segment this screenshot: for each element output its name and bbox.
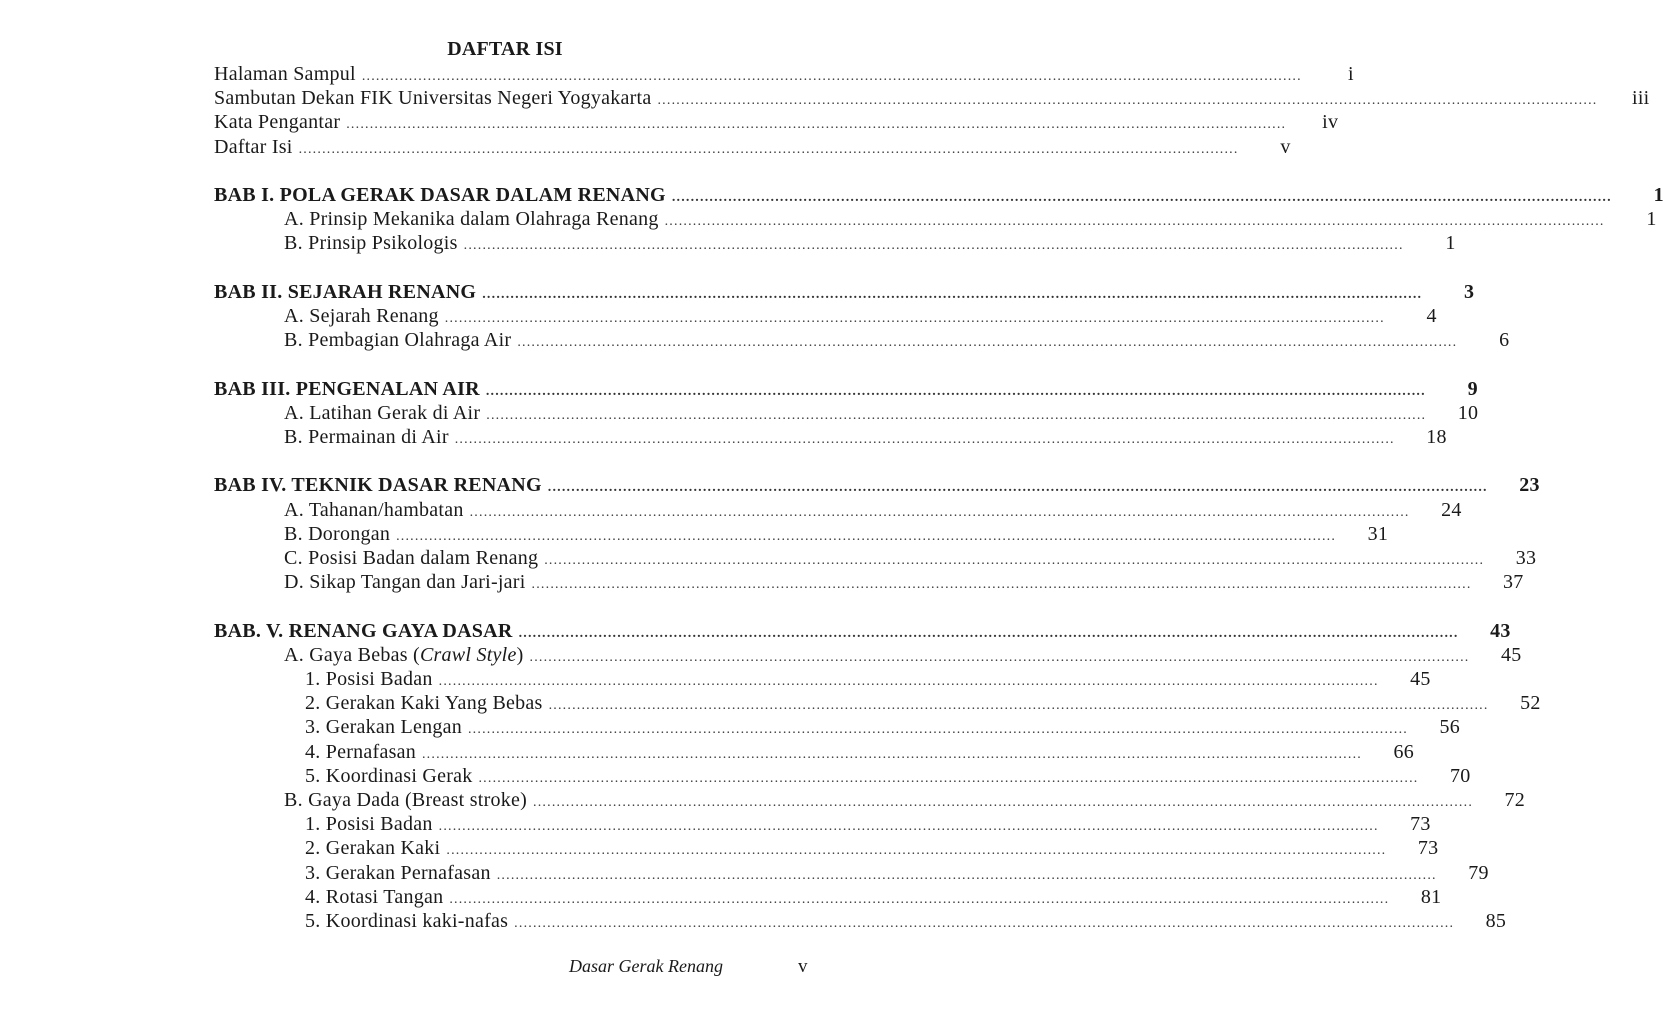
toc-entry	[305, 861, 1489, 886]
dot-leader: ........................................................................................................................................................................................................	[438, 674, 1379, 689]
dot-leader: ........................................................................................................................................................................................................	[485, 383, 1426, 399]
toc-chapter-entry	[214, 184, 1664, 208]
entry-text: 1. Posisi Badan	[305, 668, 433, 690]
toc-page-number: 31	[1367, 522, 1389, 545]
dot-leader: ........................................................................................................................................................................................................	[548, 698, 1489, 714]
toc-entry-label	[284, 402, 480, 425]
toc-entry	[214, 135, 1291, 160]
toc-page-number: 73	[1417, 837, 1439, 860]
dot-leader: ........................................................................................................................................................................................................	[486, 407, 1427, 423]
dot-leader: ........................................................................................................................................................................................................	[482, 286, 1423, 302]
dot-leader: ........................................................................................................................................................................................................	[361, 69, 1302, 84]
toc-entry-label	[284, 789, 527, 812]
toc-page-number: 1	[1646, 208, 1657, 231]
toc-entry-label	[284, 426, 449, 449]
dot-leader: ........................................................................................................................................................................................................	[478, 770, 1419, 786]
toc-page-number: 52	[1520, 692, 1541, 715]
dot-leader: ........................................................................................................................................................................................................	[454, 432, 1395, 447]
toc-entry-label	[305, 692, 543, 715]
dot-leader: ........................................................................................................................................................................................................	[438, 819, 1379, 835]
page-title: DAFTAR ISI	[447, 38, 563, 60]
toc-entry-label	[305, 837, 440, 860]
toc-page-number: 3	[1463, 280, 1475, 303]
dot-leader: ........................................................................................................................................................................................................	[517, 335, 1458, 351]
toc-page-number: 23	[1519, 474, 1540, 497]
dot-leader: ........................................................................................................................................................................................................	[514, 916, 1455, 931]
toc-page-number: 70	[1449, 764, 1471, 787]
entry-text: A. Prinsip Mekanika dalam Olahraga Renang	[284, 208, 659, 231]
toc-entry-label	[214, 87, 651, 110]
entry-text: BAB IV. TEKNIK DASAR RENANG	[214, 474, 542, 497]
entry-text: D. Sikap Tangan dan Jari-jari	[284, 571, 526, 594]
toc-entry	[284, 571, 1524, 595]
footer-page-number: v	[798, 956, 808, 977]
entry-text: 4. Pernafasan	[305, 740, 416, 763]
toc-entry	[284, 401, 1479, 426]
toc-entry	[284, 426, 1447, 450]
entry-text: C. Posisi Badan dalam Renang	[284, 547, 539, 569]
entry-text: Daftar Isi	[214, 135, 293, 158]
toc-page-number: 10	[1457, 401, 1479, 424]
dot-leader: ........................................................................................................................................................................................................	[533, 795, 1474, 810]
toc-page-number: 1	[1445, 232, 1456, 255]
dot-leader: ........................................................................................................................................................................................................	[469, 504, 1410, 520]
toc-entry-label	[284, 232, 458, 255]
entry-text: A. Sejarah Renang	[284, 305, 439, 327]
dot-leader: ........................................................................................................................................................................................................	[449, 891, 1390, 907]
toc-entry	[305, 692, 1541, 716]
dot-leader: ........................................................................................................................................................................................................	[671, 190, 1612, 205]
toc-entry	[284, 305, 1437, 329]
toc-page-number: 37	[1503, 571, 1524, 594]
toc-entry	[284, 522, 1389, 547]
toc-entry-label	[284, 571, 526, 594]
entry-text: 4. Rotasi Tangan	[305, 885, 444, 908]
toc-page-number: 73	[1410, 813, 1431, 836]
toc-page-number: 45	[1410, 668, 1431, 690]
dot-leader: ........................................................................................................................................................................................................	[396, 528, 1337, 544]
toc-entry	[214, 111, 1339, 135]
toc-entry	[305, 716, 1460, 740]
toc-page-number: 4	[1426, 305, 1437, 327]
toc-entry	[214, 63, 1354, 87]
dot-leader: ........................................................................................................................................................................................................	[531, 577, 1472, 593]
dot-leader: ........................................................................................................................................................................................................	[421, 746, 1362, 762]
dot-leader: ........................................................................................................................................................................................................	[547, 480, 1488, 496]
dot-leader: ........................................................................................................................................................................................................	[467, 722, 1408, 738]
toc-page-number: 1	[1653, 184, 1664, 206]
toc-entry	[305, 740, 1414, 765]
entry-text: 3. Gerakan Lengan	[305, 716, 462, 739]
toc-page-number: v	[1280, 135, 1291, 158]
toc-entry-label	[284, 644, 524, 667]
entry-text: B. Prinsip Psikologis	[284, 232, 458, 255]
dot-leader: ........................................................................................................................................................................................................	[529, 649, 1470, 665]
toc-entry-label	[284, 329, 511, 352]
toc-page-number: 45	[1501, 643, 1522, 666]
toc-entry	[305, 910, 1507, 934]
dot-leader: ........................................................................................................................................................................................................	[544, 553, 1485, 568]
toc-page-number: 85	[1485, 910, 1507, 932]
toc-entry	[305, 764, 1471, 789]
entry-text: 1. Posisi Badan	[305, 813, 433, 836]
toc-entry	[284, 498, 1462, 523]
toc-entry	[284, 208, 1657, 232]
entry-text: 5. Koordinasi kaki-nafas	[305, 910, 509, 932]
dot-leader: ........................................................................................................................................................................................................	[496, 867, 1437, 883]
dot-leader: ........................................................................................................................................................................................................	[518, 625, 1459, 641]
dot-leader: ........................................................................................................................................................................................................	[298, 141, 1239, 157]
toc-page-number: 81	[1420, 885, 1442, 908]
toc-entry-label	[305, 765, 472, 788]
entry-text: Sambutan Dekan FIK Universitas Negeri Yogyakarta	[214, 87, 652, 110]
toc-entry	[284, 329, 1510, 353]
toc-entry-label	[305, 910, 508, 933]
entry-text: 5. Koordinasi Gerak	[305, 764, 473, 787]
toc-entry-label	[214, 474, 542, 497]
entry-text: A. Gaya Bebas (	[284, 643, 420, 666]
toc-entry-label	[284, 305, 439, 328]
entry-text: B. Permainan di Air	[284, 426, 449, 448]
toc-entry-label	[214, 136, 293, 159]
toc-entry	[284, 643, 1522, 668]
toc-entry	[284, 547, 1537, 571]
toc-page-number: 18	[1426, 426, 1447, 448]
toc-entry	[284, 789, 1526, 813]
toc-page-number: 66	[1393, 740, 1414, 763]
entry-text: BAB II. SEJARAH RENANG	[214, 280, 477, 303]
toc-entry-label	[214, 184, 666, 207]
toc-entry-label	[305, 862, 491, 885]
toc-page-number: i	[1348, 63, 1354, 85]
dot-leader: ........................................................................................................................................................................................................	[444, 311, 1385, 326]
toc-page-number: 33	[1515, 547, 1537, 569]
toc-entry	[214, 87, 1650, 111]
entry-text: BAB I. POLA GERAK DASAR DALAM RENANG	[214, 184, 666, 206]
toc-entry-label	[284, 523, 390, 546]
toc-entry	[305, 885, 1442, 910]
toc-page-number: 72	[1504, 789, 1526, 811]
entry-text: BAB III. PENGENALAN AIR	[214, 377, 480, 400]
toc-entry	[305, 837, 1439, 861]
toc-entry-label	[214, 63, 356, 86]
entry-text: B. Gaya Dada (Breast stroke)	[284, 789, 528, 811]
entry-text: 3. Gerakan Pernafasan	[305, 861, 491, 884]
toc-entry-label	[305, 813, 433, 836]
entry-text: Kata Pengantar	[214, 111, 341, 134]
entry-text: Halaman Sampul	[214, 63, 356, 85]
entry-text: 2. Gerakan Kaki Yang Bebas	[305, 692, 543, 715]
toc-chapter-entry	[214, 474, 1540, 498]
toc-entry-label	[305, 716, 462, 739]
toc-chapter-entry	[214, 619, 1511, 644]
toc-entry-label	[305, 668, 433, 691]
entry-text: BAB. V. RENANG GAYA DASAR	[214, 619, 513, 642]
toc-page-number: 9	[1467, 377, 1478, 400]
entry-text: A. Tahanan/hambatan	[284, 498, 464, 521]
toc-entry	[305, 668, 1431, 692]
toc-entry-label	[284, 547, 538, 570]
dot-leader: ........................................................................................................................................................................................................	[463, 238, 1404, 254]
entry-text: 2. Gerakan Kaki	[305, 837, 441, 860]
toc-entry-label	[214, 620, 513, 643]
toc-page-number: iii	[1632, 87, 1650, 110]
entry-text: B. Pembagian Olahraga Air	[284, 329, 512, 352]
toc-page-number: 6	[1499, 329, 1510, 352]
toc-entry-label	[284, 208, 659, 231]
dot-leader: ........................................................................................................................................................................................................	[346, 117, 1287, 133]
toc-entry-label	[305, 741, 416, 764]
toc-chapter-entry	[214, 377, 1478, 402]
toc-entry-label	[214, 111, 340, 134]
running-footer-title: Dasar Gerak Renang	[569, 956, 723, 976]
toc-page-number: 79	[1468, 861, 1489, 884]
toc-page-number: 43	[1490, 619, 1511, 642]
dot-leader: ........................................................................................................................................................................................................	[446, 843, 1387, 859]
toc-entry-label	[284, 499, 464, 522]
toc-entry-label	[214, 281, 476, 304]
toc-page-number: iv	[1322, 111, 1339, 134]
toc-page-number: 56	[1439, 716, 1460, 739]
dot-leader: ........................................................................................................................................................................................................	[657, 93, 1598, 109]
toc-entry-label	[214, 378, 480, 401]
toc-page-number: 24	[1441, 498, 1462, 521]
toc-entry	[305, 813, 1431, 837]
entry-text: B. Dorongan	[284, 522, 391, 545]
entry-text-suffix: )	[516, 643, 524, 666]
toc-chapter-entry	[214, 280, 1475, 305]
entry-text: A. Latihan Gerak di Air	[284, 401, 481, 424]
toc-entry	[284, 232, 1456, 256]
toc-entry-label	[305, 886, 443, 909]
entry-text-italic: Crawl Style	[419, 643, 517, 666]
dot-leader: ........................................................................................................................................................................................................	[664, 214, 1605, 230]
